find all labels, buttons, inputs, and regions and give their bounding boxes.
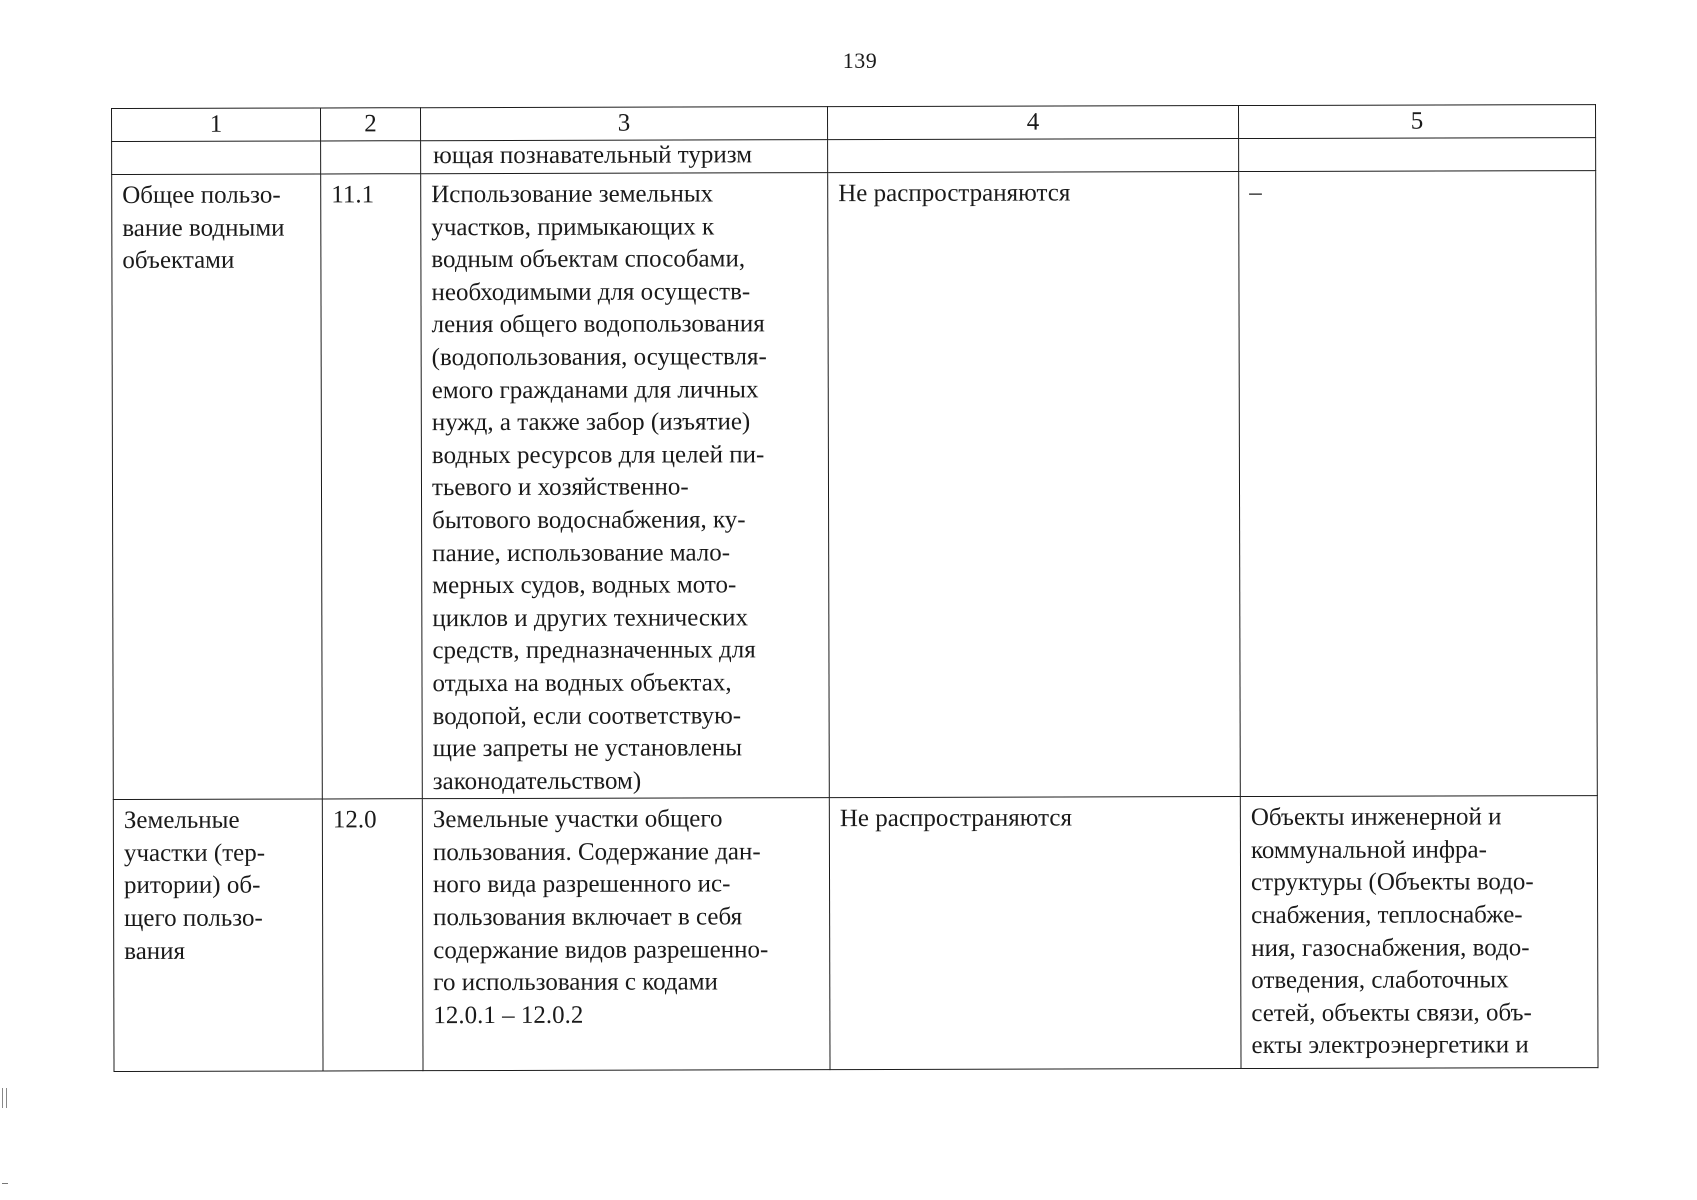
name-line: объектами bbox=[122, 246, 235, 275]
name-line: Общее пользо- bbox=[122, 181, 281, 209]
description-line: необходимыми для осуществ- bbox=[431, 278, 751, 306]
continuation-cell-4 bbox=[828, 139, 1239, 173]
table-header-row bbox=[112, 105, 1596, 142]
description-line: 12.0.1 – 12.0.2 bbox=[433, 1001, 584, 1030]
continuation-cell-2 bbox=[321, 141, 421, 174]
scan-margin-tick bbox=[2, 1183, 8, 1184]
auxiliary-uses-cell bbox=[1240, 796, 1598, 1069]
header-cell-1: 1 bbox=[112, 108, 321, 142]
name-line: щего пользо- bbox=[124, 904, 263, 933]
table-row bbox=[113, 796, 1598, 1072]
land-use-description-cell bbox=[422, 798, 830, 1071]
auxiliary-line: ния, газоснабжения, водо- bbox=[1251, 933, 1530, 962]
auxiliary-line: – bbox=[1249, 178, 1262, 207]
auxiliary-line: Объекты инженерной и bbox=[1250, 803, 1502, 832]
description-line: отдыха на водных объектах, bbox=[432, 669, 732, 698]
description-line: водопой, если соответствую- bbox=[432, 701, 742, 730]
continuation-row bbox=[112, 138, 1596, 175]
description-line: пользования включает в себя bbox=[433, 903, 743, 932]
description-line: водным объектам способами, bbox=[431, 245, 746, 274]
header-cell-5: 5 bbox=[1238, 105, 1595, 139]
header-cell-3: 3 bbox=[421, 107, 828, 141]
description-line: Земельные участки общего bbox=[432, 805, 723, 834]
land-use-code-cell: 12.0 bbox=[322, 799, 423, 1071]
description-line: Использование земельных bbox=[431, 180, 714, 209]
auxiliary-line: структуры (Объекты водо- bbox=[1250, 868, 1534, 897]
description-line: мерных судов, водных мото- bbox=[432, 571, 737, 600]
description-line: щие запреты не установлены bbox=[432, 734, 743, 763]
auxiliary-line: коммунальной инфра- bbox=[1250, 836, 1487, 864]
description-line: тьевого и хозяйственно- bbox=[431, 473, 689, 502]
land-use-description-cell bbox=[421, 173, 830, 799]
auxiliary-line: отведения, слаботочных bbox=[1251, 966, 1509, 995]
description-line: средств, предназначенных для bbox=[432, 636, 756, 665]
description-line: ления общего водопользования bbox=[431, 310, 765, 339]
description-line: го использования с кодами bbox=[433, 968, 718, 997]
description-line: (водопользования, осуществля- bbox=[431, 343, 767, 372]
restrictions-cell: Не распространяются bbox=[829, 797, 1241, 1070]
continuation-cell-1 bbox=[112, 141, 321, 175]
description-line: нужд, а также забор (изъятие) bbox=[431, 408, 751, 437]
auxiliary-line: екты электроэнергетики и bbox=[1251, 1031, 1529, 1060]
auxiliary-line: снабжения, теплоснабже- bbox=[1251, 901, 1523, 930]
name-line: ритории) об- bbox=[124, 872, 261, 900]
restrictions-cell: Не распространяются bbox=[828, 172, 1241, 798]
auxiliary-uses-cell bbox=[1239, 171, 1598, 797]
land-use-table bbox=[111, 104, 1599, 1072]
auxiliary-line: сетей, объекты связи, объ- bbox=[1251, 999, 1532, 1027]
description-line: ного вида разрешенного ис- bbox=[433, 870, 731, 899]
name-line: вание водными bbox=[122, 214, 285, 242]
description-line: емого гражданами для личных bbox=[431, 375, 759, 404]
description-line: бытового водоснабжения, ку- bbox=[432, 506, 746, 535]
name-line: вания bbox=[124, 937, 186, 965]
description-line: участков, примыкающих к bbox=[431, 213, 715, 241]
header-cell-2: 2 bbox=[321, 108, 421, 141]
header-cell-4: 4 bbox=[827, 106, 1238, 140]
land-use-name-cell bbox=[113, 799, 323, 1072]
scan-margin-mark bbox=[2, 1088, 7, 1108]
description-line: пание, использование мало- bbox=[432, 538, 731, 567]
description-line: циклов и других технических bbox=[432, 604, 749, 632]
continuation-cell-3: ющая познавательный туризм bbox=[421, 140, 828, 174]
continuation-cell-5 bbox=[1239, 138, 1596, 172]
land-use-name-cell bbox=[112, 174, 323, 800]
name-line: Земельные bbox=[123, 806, 240, 835]
land-use-code-cell: 11.1 bbox=[321, 174, 423, 800]
description-line: законодательством) bbox=[432, 767, 642, 795]
description-line: содержание видов разрешенно- bbox=[433, 935, 769, 964]
name-line: участки (тер- bbox=[123, 839, 266, 867]
page-number: 139 bbox=[842, 48, 878, 73]
description-line: водных ресурсов для целей пи- bbox=[431, 441, 765, 469]
table-row bbox=[112, 171, 1598, 800]
description-line: пользования. Содержание дан- bbox=[432, 838, 761, 867]
